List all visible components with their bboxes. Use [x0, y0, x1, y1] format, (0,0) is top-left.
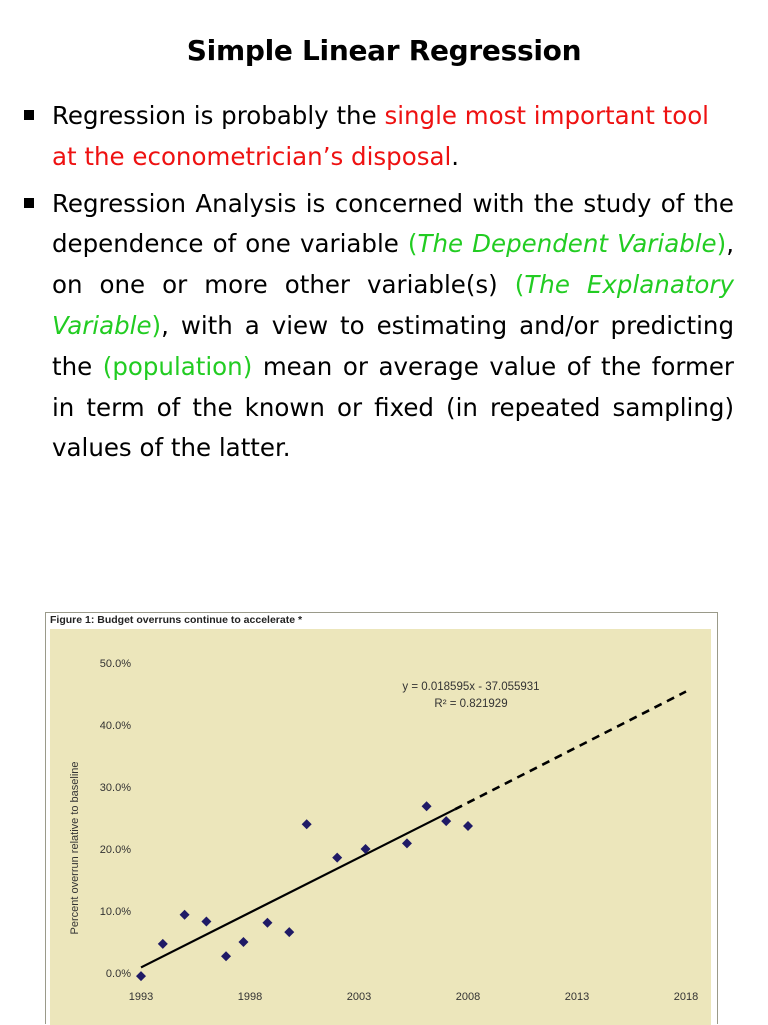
data-point — [284, 927, 294, 937]
slide-title: Simple Linear Regression — [186, 34, 582, 67]
data-point — [136, 971, 146, 981]
x-tick-label: 2003 — [346, 991, 372, 1003]
y-tick-label: 30.0% — [99, 782, 131, 794]
dependent-open: ( — [407, 229, 418, 259]
data-point — [180, 910, 190, 920]
square-bullet-icon — [24, 198, 34, 208]
trend-line-solid — [141, 809, 455, 967]
bullet2-part1: Regression Analysis is concerned with the study of the dependence of one variable — [52, 188, 734, 259]
data-point — [238, 937, 248, 947]
figure-caption: Figure 1: Budget overruns continue to accelerate * — [50, 614, 303, 626]
bullet-item — [22, 96, 734, 178]
x-tick-label: 2018 — [673, 991, 699, 1003]
scatter-chart — [46, 613, 719, 1025]
dependent-close: ) — [716, 229, 727, 259]
explanatory-variable-term: The Explanatory Variable — [52, 270, 734, 340]
data-point — [221, 951, 231, 961]
x-tick-label: 2008 — [455, 991, 481, 1003]
bullet2-part3: , with a view to estimating and/or predicting the — [52, 310, 734, 381]
bullet-list — [22, 96, 734, 469]
y-tick-label: 20.0% — [99, 844, 131, 856]
bullet2-part4: mean or average value of the former in term of the known or fixed (in repeated sampling) values of the latter. — [52, 351, 734, 463]
data-point — [201, 917, 211, 927]
bullet-item — [22, 184, 734, 470]
data-point — [262, 918, 272, 928]
dependent-variable-term: The Dependent Variable — [417, 229, 717, 259]
data-point — [463, 821, 473, 831]
square-bullet-icon — [24, 110, 34, 120]
x-tick-label: 2013 — [564, 991, 590, 1003]
y-tick-label: 50.0% — [99, 658, 131, 670]
population-term: (population) — [102, 351, 253, 381]
bullet1-end: . — [451, 141, 460, 171]
data-point — [302, 819, 312, 829]
explanatory-open: ( — [514, 270, 525, 300]
figure — [45, 612, 718, 1024]
explanatory-close: ) — [151, 310, 162, 340]
data-point — [158, 939, 168, 949]
data-point — [332, 853, 342, 863]
x-tick-label: 1998 — [237, 991, 263, 1003]
y-axis-label: Percent overrun relative to baseline — [69, 761, 81, 935]
bullet2-part2: , on one or more other variable(s) — [52, 229, 734, 300]
y-tick-label: 0.0% — [105, 968, 131, 980]
y-tick-label: 40.0% — [99, 720, 131, 732]
data-point — [441, 816, 451, 826]
bullet1-text: Regression is probably the — [52, 101, 385, 130]
x-tick-label: 1993 — [128, 991, 154, 1003]
data-point — [402, 838, 412, 848]
regression-equation: y = 0.018595x - 37.055931 — [402, 681, 540, 693]
r-squared-label: R² = 0.821929 — [434, 698, 508, 710]
bullet1-highlight: single most important tool at the econometrician’s disposal — [52, 101, 709, 171]
data-point — [422, 801, 432, 811]
y-tick-label: 10.0% — [99, 906, 131, 918]
